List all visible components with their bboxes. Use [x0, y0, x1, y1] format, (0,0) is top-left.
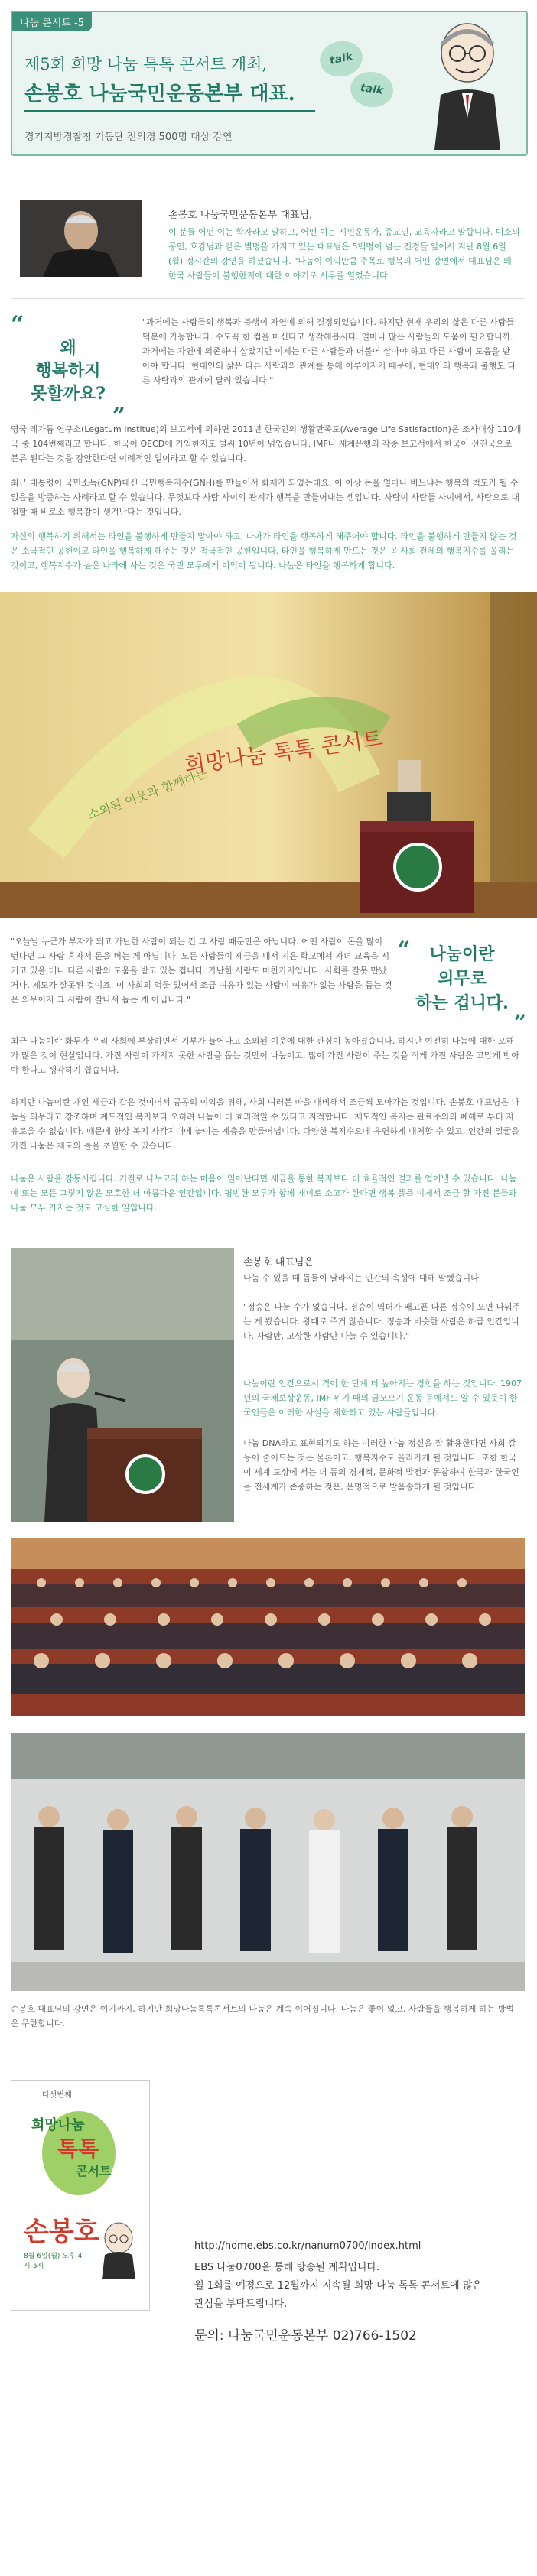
- poster-speaker-name: 손봉호: [24, 2217, 99, 2247]
- headline-line2: 손봉호 나눔국민운동본부 대표.: [24, 83, 295, 106]
- divider: [11, 298, 525, 299]
- section3-title: 손봉호 대표님은: [243, 1257, 314, 1269]
- pull-quote-line: 나눔이란: [429, 944, 495, 964]
- pull-quote-duty: [398, 937, 526, 1035]
- pull-quote-line: 행복하지: [35, 361, 101, 381]
- talk-bubble: talk: [348, 69, 395, 109]
- talk-bubble: talk: [317, 37, 366, 81]
- section2-quote-paragraph: "오늘날 누군가 부자가 되고 가난한 사람이 되는 건 그 사람 때문만은 아닙니다. 어떤 사람이 돈을 많이 번다면 그 사람 혼자서 돈을 버는 게 아닙니다. 모든 사람들이 세금을 내서 지은 학교에서 자녀 교육을 시키고 있을 테니 다른 사람의 도움을 받고 있는 겁니다. 가난한 사람도 마찬가지입니다. 사회를 잘못 만났거나, 제도가 잘못된 것이죠. 이 사회의 억울 있어서 조금 여유가 있는 사람이 여유가 없는 사람을 돕는 것은 의무이지 그 사람이 잘나서 돕는 게 아닙니다.": [11, 937, 392, 1005]
- poster-small-label: 다섯번째: [42, 2091, 72, 2100]
- footer-url[interactable]: http://home.ebs.co.kr/nanum0700/index.html: [194, 2240, 421, 2252]
- section2-paragraph: 최근 나눔이란 화두가 우리 사회에 부상하면서 기부가 늘어나고 소외된 이웃에 대한 관심이 높아졌습니다. 하지만 여전히 나눔에 대한 오해가 많은 것이 현실입니다. 가진 사람이 가지지 못한 사람을 돕는 것만이 나눔이고, 많이 가진 사람이 주는 것을 적게 가진 사람은 고맙게 받아야 한다고 생각하기 쉽습니다.: [11, 1036, 519, 1075]
- section1-paragraph: 영국 레가툼 연구소(Legatum Institue)의 보고서에 의하면 2011년 한국인의 생활만족도(Average Life Satisfaction)은 조사대상 110개국 중 104번째라고 합니다. 한국이 OECD에 가입한지도 벌써 10년이 넘었습니다. IMF나 세계은행의 각종 보고서에서 한국이 선진국으로 분류 된다는 것을 감안한다면 이례적인 일이라고 할 수 있습니다.: [11, 424, 522, 463]
- footer-contact: 문의: 나눔국민운동본부 02)766-1502: [194, 2328, 417, 2344]
- poster-title: 콘서트: [76, 2164, 112, 2178]
- profile-bio: 이 분들 어떤 이는 학자라고 말하고, 어떤 이는 시민운동가, 종교인, 교육자라고 말합니다. 미소의 공인, 호감님과 같은 별명을 가지고 있는 대표님은 5백명이 넘는 전경들 앞에서 지난 8월 6일(월) 정시간의 강연을 하셨습니다. "나눔이 이익만큼 주목로 행복의 어떤 강연에서 대표님은 왜 한국 사람들이 불행한지에 대한 이야기로 서두를 열었습니다.: [168, 227, 520, 281]
- quote-mark-open: “: [398, 937, 411, 962]
- profile-photo: [20, 200, 142, 277]
- quote-mark-close: ”: [112, 403, 125, 430]
- stage-banner-title: 희망나눔 톡톡 콘서트: [183, 725, 385, 779]
- poster-title: 톡톡: [57, 2136, 99, 2162]
- stage-banner-subtitle: 소외된 이웃과 함께하는: [86, 765, 210, 823]
- closing-paragraph: 손봉호 대표님의 강연은 여기까지, 하지만 희망나눔톡톡콘서트의 나눔은 계속 이어집니다. 나눔은 좋이 없고, 사람들을 행복하게 하는 방법은 무한합니다.: [11, 2004, 514, 2029]
- stage-photo: [0, 592, 537, 918]
- series-tag: 나눔 콘서트 -5: [12, 12, 92, 31]
- pull-quote-why-unhappy: [11, 313, 125, 428]
- section2-highlight: 나눔은 사람을 감동시킵니다. 거절로 나누고자 하는 마음이 일어난다면 세금을 통한 복지보다 더 효율적인 결과를 얻어낼 수 있습니다. 나눔에 또는 모든 그렇지 않은 모호한 더 아름다운 인간입니다. 평범한 모두가 함께 재미로 소고가 한다면 행복 플을 이제서 조금 할 가진 분들과 나눔 모두 가지는 것도 고심한 일입니다.: [11, 1174, 517, 1213]
- headline-subtitle: 경기지방경찰청 기동단 전의경 500명 대상 강연: [24, 132, 233, 143]
- section1-quote-paragraph: "과거에는 사람들의 행복과 불행이 자연에 의해 결정되었습니다. 하지만 현재 우리의 삶은 다른 사람들 덕분에 가능합니다. 수도꼭 한 컵을 마신다고 생각해봅시다. 얼마나 많은 사람들의 도움이 필요합니까. 과거에는 자연에 의존하여 살았지만 이제는 다른 사람들과 더불어 살아야 하고 다른 사람이 도움을 받아야 합니다. 현대인의 삶은 다른 사람과의 관계를 통해 이루어지기 때문에, 현대인의 행복과 불행도 다른 사람과의 관계에 달려 있습니다.": [142, 317, 516, 385]
- podium-photo: [11, 1248, 234, 1522]
- section1-highlight: 자신의 행복하기 위해서는 타인을 불행하게 만들지 말아야 하고, 나아가 타인을 행복하게 해주어야 합니다. 타인을 불행하게 만들지 않는 것은 소극적인 공헌이고 타인을 행복하게 해주는 것은 적극적인 공헌입니다. 타인을 행복하게 만드는 것은 곧 사회 전체의 행복지수를 올리는 것이고, 행복지수가 높은 나라에 사는 것은 국민 모두에게 이익이 됩니다. 나눔은 타인을 행복하게 합니다.: [11, 531, 517, 570]
- quote-mark-open: “: [11, 311, 24, 338]
- header-banner: [11, 11, 528, 156]
- concert-poster: [11, 2080, 150, 2311]
- pull-quote-line: 왜: [60, 338, 76, 358]
- headline-underline: [24, 110, 315, 112]
- headline-line1: 제5회 희망 나눔 톡톡 콘서트 개최,: [24, 55, 268, 73]
- footer-line: EBS 나눔0700을 통해 방송될 계획입니다.: [194, 2262, 380, 2273]
- section3-lead: 나눔 수 있을 때 돕둘이 달라지는 인간의 속성에 대해 말했습니다.: [243, 1273, 482, 1283]
- audience-photo: [11, 1538, 525, 1716]
- pull-quote-line: 의무로: [438, 969, 487, 989]
- quote-mark-close: ”: [513, 1010, 526, 1035]
- section3-paragraph: 나눔 DNA라고 표현되기도 하는 이러한 나눔 정신을 잘 활용한다면 사회 갈등이 줄어드는 것은 물론이고, 행복지수도 올라가게 될 것입니다. 또한 한국이 세계 도상에 서는 더 등의 경제적, 문화적 발전과 동참하여 한국과 한국인을 전세계가 존중하는 것은, 운명적으로 발음송하게 될 것입니다.: [243, 1438, 519, 1492]
- poster-caricature: [96, 2218, 142, 2279]
- footer-line: 관심을 부탁드립니다.: [194, 2298, 288, 2310]
- section3-quote: "정승은 나눌 수가 없습니다. 정승이 역더가 배고픈 다른 정승이 오면 나눠주는 게 봤습니다. 왕때로 주거 않습니다. 정승과 비슷한 사람은 하급 인간입니다. 사람만, 고상한 사람만 나눌 수 있습니다.": [243, 1302, 521, 1341]
- profile-name: 손봉호 나눔국민운동본부 대표님,: [168, 210, 313, 221]
- speaker-caricature: [418, 18, 517, 150]
- pull-quote-line: 하는 겁니다.: [415, 993, 509, 1013]
- poster-date: 8월 6일(월) 오후 4시-5시: [24, 2253, 83, 2270]
- pull-quote-line: 못할까요?: [31, 384, 106, 404]
- section2-paragraph: 하지만 나눔이란 개인 세금과 같은 것이어서 공공의 이익을 위해, 사회 여러분 마을 대비해서 조금씩 모아가는 것입니다. 손봉호 대표님은 나눔을 의무라고 강조하며 계도적인 복지보다 오히려 나눔이 더 효과적일 수 있다고 지적합니다. 제도적인 복지는 관료주의의 폐해로 부터 자유로울 수 없습니다. 때문에 항상 복지 사각지대에 놓이는 계층을 만들어냅니다. 다양한 복지수요에 유연하게 대처할 수 있고, 인간의 얼굴을 가진 나눔은 제도의 틀을 초월할 수 있습니다.: [11, 1097, 519, 1151]
- poster-title: 희망나눔: [31, 2117, 85, 2133]
- group-photo: [11, 1733, 525, 1991]
- footer-line: 월 1회를 예정으로 12월까지 지속될 희망 나눔 톡톡 콘서트에 많은: [194, 2280, 482, 2292]
- section3-highlight: 나눔이란 인간으로서 격이 한 단계 더 높아지는 경험을 하는 것입니다. 1907년의 국채보상운동, IMF 위기 때의 금모으기 운동 등에서도 알 수 있듯이 한국인들은 이러한 사실을 체화하고 있는 사람들입니다.: [243, 1379, 522, 1418]
- section1-paragraph: 최근 대통령이 국민소득(GNP)대신 국민행복지수(GNH)를 만들어서 화제가 되었는데요. 이 이상 돈을 얼마나 버느냐는 행복의 척도가 될 수 없음을 방증하는 사례라고 할 수 있습니다. 무엇보다 사람 사이의 관계가 행복을 만들어내는 셈입니다. 사람이 사람들 사이에서, 사람으로 대접할 때 비로소 행복감이 생겨난다는 것입니다.: [11, 478, 519, 517]
